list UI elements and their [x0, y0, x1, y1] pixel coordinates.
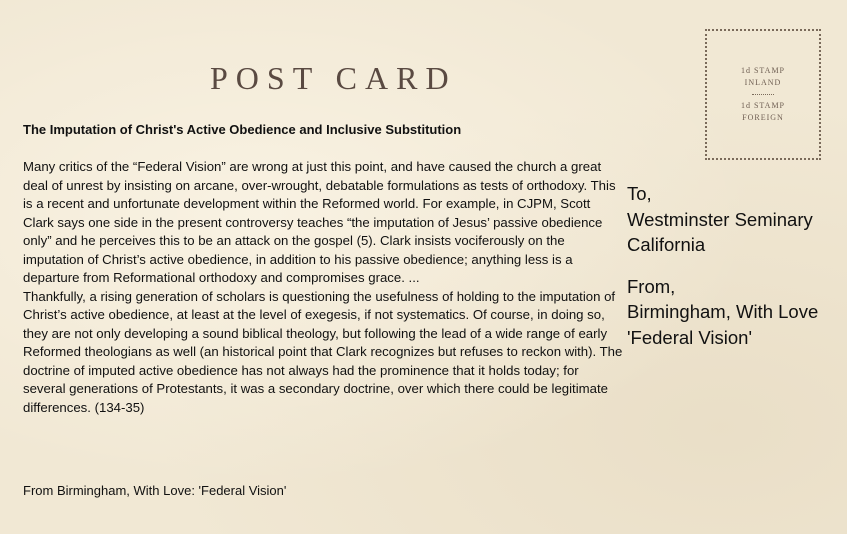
- article-signoff: From Birmingham, With Love: 'Federal Vision': [23, 483, 287, 498]
- address-from-line1: Birmingham, With Love: [627, 301, 819, 322]
- stamp-divider: [752, 94, 774, 95]
- article-paragraph-1: Many critics of the “Federal Vision” are wrong at just this point, and have caused the church a great deal of unrest by insisting on arcane, over-wrought, debatable formulations as tests of orthodoxy. This is a recent and unfortunate development within the Reformed world. For example, in CJPM, Scott Clark says one side in the present controversy teaches “the imputation of Jesus’ passive obedience only” and he perceives this to be an attack on the gospel (5). Clark insists vociferously on the imputation of Christ’s active obedience, in addition to his passive obedience; anything less is a departure from Reformational orthodoxy and compromises grace. ...: [23, 159, 616, 285]
- stamp-foreign-line1: 1d STAMP: [740, 101, 786, 110]
- article-paragraph-2: Thankfully, a rising generation of scholars is questioning the usefulness of holding to the imputation of Christ’s active obedience, at least at the level of exegesis, if not systematics. Of course, in doing so, they are not only developing a sound biblical theology, but following the lead of a wide range of early Reformed theologians as well (an historical point that Clark recognizes but refuses to reckon with). The doctrine of imputed active obedience has not always had the prominence that it holds today; for several generations of Protestants, it was a secondary doctrine, over which there could be legitimate differences. (134-35): [23, 288, 623, 415]
- address-from-line2: 'Federal Vision': [627, 326, 752, 348]
- stamp-inland-line2: INLAND: [744, 78, 782, 87]
- address-from-label: From,: [627, 275, 676, 297]
- article-title: The Imputation of Christ's Active Obedience and Inclusive Substitution: [23, 122, 462, 137]
- address-block: [627, 181, 818, 350]
- postcard-heading: POST CARD: [210, 60, 457, 96]
- address-to-label: To,: [627, 183, 652, 204]
- address-gap: [627, 258, 818, 274]
- stamp-box: [705, 29, 821, 160]
- stamp-foreign-line2: FOREIGN: [742, 113, 784, 122]
- address-to-line1: Westminster Seminary: [627, 208, 813, 230]
- article-body: [23, 158, 623, 417]
- stamp-inland-line1: 1d STAMP: [740, 66, 786, 75]
- address-to-line2: California: [627, 234, 706, 255]
